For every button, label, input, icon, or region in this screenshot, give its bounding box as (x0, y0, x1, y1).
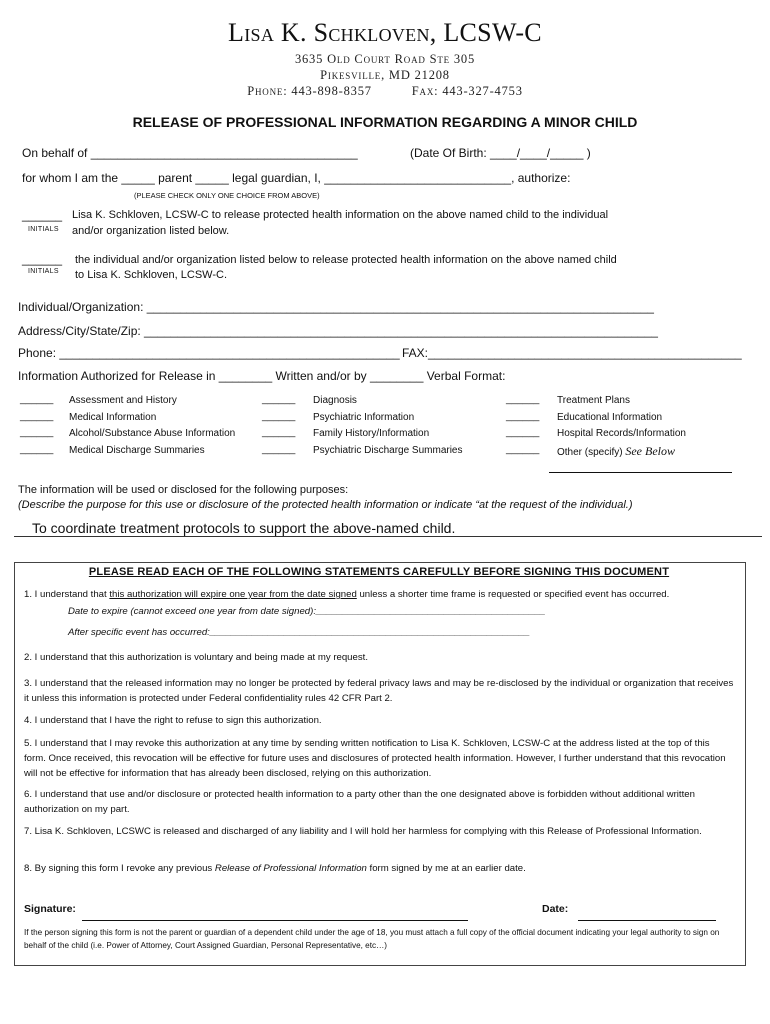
address-line-1: 3635 Old Court Road Ste 305 (294, 52, 476, 66)
practitioner-name: Lisa K. Schkloven, LCSW-C (228, 18, 542, 47)
blank-psychiatric-info[interactable]: ______ (262, 410, 296, 422)
item-treatment-plans: Treatment Plans (557, 395, 630, 406)
blank-assessment[interactable]: ______ (20, 394, 54, 405)
option2-initials-blank[interactable]: ______ (22, 252, 63, 266)
date-of-birth-field[interactable]: (Date Of Birth: ____/____/_____ ) (410, 146, 591, 160)
option1-text-line1: Lisa K. Schkloven, LCSW-C to release protected health information on the above named child to the individual (72, 209, 609, 221)
blank-other[interactable]: ______ (506, 443, 540, 455)
release-format-field[interactable]: Information Authorized for Release in ________ Written and/or by ________ Verbal Format: (18, 369, 506, 383)
check-one-note: (PLEASE CHECK ONLY ONE CHOICE FROM ABOVE) (134, 191, 320, 200)
address-line-2: Pikesville, MD 21208 (320, 68, 450, 82)
blank-alcohol[interactable]: ______ (20, 427, 54, 438)
statement-6: 6. I understand that use and/or disclosure or protected health information to a party other than the one designated above is forbidden without additional written authorization on my part. (24, 789, 695, 815)
on-behalf-of-field[interactable]: On behalf of ________________________________________ (22, 146, 358, 160)
item-psychiatric-information: Psychiatric Information (313, 411, 415, 423)
contact-line (0, 84, 770, 99)
item-medical-discharge: Medical Discharge Summaries (69, 444, 205, 456)
signature-line[interactable] (82, 920, 468, 921)
purpose-instruction: (Describe the purpose for this use or disclosure of the protected health information or indicate “at the request of the individual.) (18, 499, 633, 511)
statement-8: 8. By signing this form I revoke any previous Release of Professional Information form signed by me at an earlier date. (24, 863, 526, 874)
option2-text-line1: the individual and/or organization listed below to release protected health information on the above named child (75, 254, 617, 266)
purpose-intro: The information will be used or disclosed for the following purposes: (18, 484, 349, 496)
individual-organization-field[interactable]: Individual/Organization: ____________________________________________________________________________ (18, 300, 654, 314)
release-col3-blanks[interactable] (506, 392, 539, 458)
blank-educational[interactable]: ______ (506, 410, 540, 422)
item-assessment-history: Assessment and History (69, 395, 177, 406)
signature-footnote: If the person signing this form is not the parent or guardian of a dependent child under the age of 18, you must attach a full copy of the official document indicating your legal authority to sign on behalf of the child (i.e. Power of Attorney, Court Assigned Guardian, Personal Representative, etc…) (24, 928, 720, 950)
blank-medical-discharge[interactable]: ______ (20, 443, 54, 455)
release-form-name: Release of Professional Information (214, 863, 367, 874)
release-col2 (313, 393, 463, 459)
item-other-specify: Other (specify) See Below (557, 443, 676, 458)
other-specify-line[interactable] (549, 472, 732, 473)
date-to-expire-field[interactable]: Date to expire (cannot exceed one year from date signed):___________________________________________ (68, 606, 546, 617)
statement-5: 5. I understand that I may revoke this authorization at any time by sending written notification to Lisa K. Schkloven, LCSW-C at the address listed at the top of this form. Once received, this revocation will be effective for future uses and disclosures of protected health information. However, I further understand that this revocation will not be effective for information that has already been disclosed, relying on this authorization. (24, 738, 726, 779)
blank-diagnosis[interactable]: ______ (262, 394, 296, 405)
date-line[interactable] (578, 920, 716, 921)
form-title: RELEASE OF PROFESSIONAL INFORMATION REGARDING A MINOR CHILD (132, 114, 638, 130)
release-col2-blanks[interactable] (262, 392, 295, 458)
section-divider (14, 536, 762, 537)
blank-hospital-records[interactable]: ______ (506, 427, 540, 438)
item-family-history: Family History/Information (313, 428, 430, 439)
purpose-answer[interactable]: To coordinate treatment protocols to support the above-named child. (32, 520, 456, 536)
statements-heading: PLEASE READ EACH OF THE FOLLOWING STATEMENTS CAREFULLY BEFORE SIGNING THIS DOCUMENT (88, 566, 670, 578)
option1-text-line2: and/or organization listed below. (72, 225, 230, 237)
statement-1: 1. I understand that this authorization will expire one year from the date signed unless a shorter time frame is requested or specified event has occurred. (24, 589, 670, 600)
statement-4: 4. I understand that I have the right to refuse to sign this authorization. (24, 715, 322, 726)
phone-field[interactable]: Phone: ___________________________________________________ (18, 346, 400, 360)
item-educational-information: Educational Information (557, 411, 663, 423)
fax-number: Fax: 443-327-4753 (411, 84, 523, 98)
option1-initials-label: INITIALS (28, 226, 59, 233)
fax-field[interactable]: FAX:_______________________________________________ (402, 346, 742, 360)
option2-initials-label: INITIALS (28, 268, 59, 275)
item-hospital-records: Hospital Records/Information (557, 428, 686, 439)
item-diagnosis: Diagnosis (313, 395, 357, 406)
blank-psychiatric-discharge[interactable]: ______ (262, 443, 296, 455)
statement-7: 7. Lisa K. Schkloven, LCSWC is released and discharged of any liability and I will hold her harmless for complying with this Release of Professional Information. (24, 826, 702, 837)
specific-event-field[interactable]: After specific event has occurred:____________________________________________________________ (68, 627, 530, 638)
option2-text-line2: to Lisa K. Schkloven, LCSW-C. (75, 269, 228, 281)
address-field[interactable]: Address/City/State/Zip: _____________________________________________________________________________ (18, 324, 658, 338)
date-label: Date: (542, 903, 569, 915)
item-psychiatric-discharge: Psychiatric Discharge Summaries (313, 444, 463, 456)
see-below-note: See Below (625, 443, 676, 458)
item-alcohol-substance: Alcohol/Substance Abuse Information (69, 428, 236, 439)
blank-treatment-plans[interactable]: ______ (506, 394, 540, 405)
release-col3 (557, 393, 686, 461)
statement-3: 3. I understand that the released information may no longer be protected by federal privacy laws and may be re-disclosed by the individual or organization that receives it unless this information is protected under Federal confidentiality rules 42 CFR Part 2. (24, 678, 734, 704)
item-medical-information: Medical Information (69, 411, 157, 423)
statement-2: 2. I understand that this authorization is voluntary and being made at my request. (24, 652, 368, 663)
release-col1 (69, 393, 235, 459)
authorizer-line[interactable]: for whom I am the _____ parent _____ legal guardian, I, ____________________________, authorize: (22, 171, 571, 185)
release-col1-blanks[interactable] (20, 392, 53, 458)
signature-label: Signature: (24, 903, 76, 915)
option1-initials-blank[interactable]: ______ (22, 208, 63, 222)
expiry-clause: this authorization will expire one year from the date signed (109, 589, 357, 600)
phone-number: Phone: 443-898-8357 (247, 84, 372, 98)
blank-family-history[interactable]: ______ (262, 427, 296, 438)
blank-medical-info[interactable]: ______ (20, 410, 54, 422)
